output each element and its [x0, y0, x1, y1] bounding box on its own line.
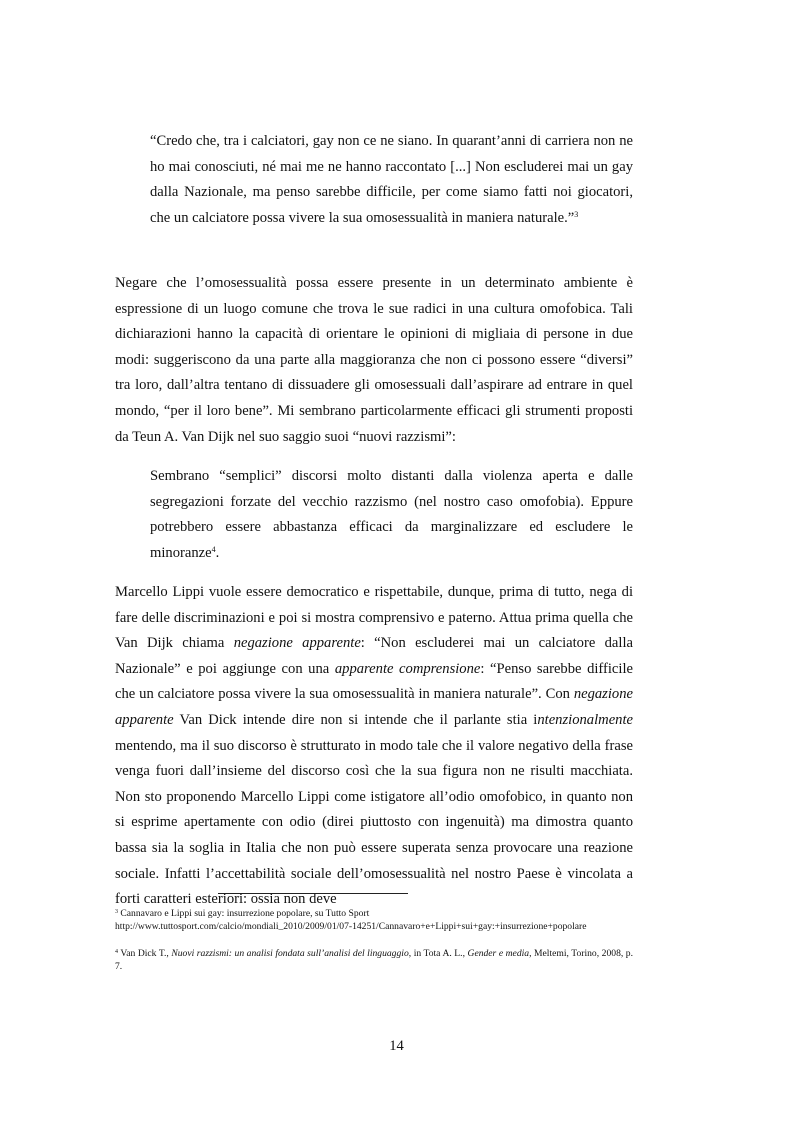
footnote-ref-3[interactable]: 3	[574, 209, 579, 219]
quote-end: .	[215, 544, 220, 561]
footnote-number: 3	[115, 909, 118, 915]
text-run: , in Tota A. L.,	[408, 948, 468, 959]
block-quote-lippi	[150, 129, 633, 231]
footnote-title: Cannavaro e Lippi sui gay: insurrezione popolare, su Tutto Sport	[118, 908, 370, 919]
italic-term: ntenzionalmente	[537, 711, 633, 728]
footnote-url-link[interactable]: http://www.tuttosport.com/calcio/mondiali_2010/2009/01/07-14251/Cannavaro+e+Lippi+sui+gay:+insurrezione+popolare	[115, 921, 587, 932]
body-paragraph-1: Negare che l’omosessualità possa essere presente in un determinato ambiente è espressione di un luogo comune che trova le sue radici in una cultura omofobica. Tali dichiarazioni hanno la capacità di orientare le opinioni di migliaia di persone in due modi: suggeriscono da una parte alla maggioranza che non ci possono essere “diversi” tra loro, dall’altra tentano di dissuadere gli omosessuali dall’aspirare ad entrare in quel mondo, “per il loro bene”. Mi sembrano particolarmente efficaci gli strumenti proposti da Teun A. Van Dijk nel suo saggio suoi “nuovi razzismi”:	[115, 275, 633, 445]
footnote-separator	[218, 893, 408, 894]
text-run: Van Dick T.,	[118, 948, 172, 959]
footnote-number: 4	[115, 949, 118, 955]
text-run: Van Dick intende dire non si intende che il parlante stia i	[173, 711, 538, 728]
page-number: 14	[389, 1038, 404, 1054]
italic-term: negazione apparente	[115, 686, 633, 728]
text-run: : “Non escluderei mai un calciatore dalla Nazionale” e poi aggiunge con una	[115, 635, 633, 677]
footnote-ref-4[interactable]: 4	[211, 544, 216, 554]
italic-term: negazione apparente	[233, 635, 361, 652]
quote-text: “Credo che, tra i calciatori, gay non ce ne siano. In quarant’anni di carriera non ne ho mai conosciuti, né mai me ne hanno raccontato [...] Non escluderei mai un gay dalla Nazionale, ma penso sarebbe difficile, per come siamo fatti noi giocatori, che un calciatore possa vivere la sua omosessualità in maniera naturale.”	[150, 133, 633, 226]
text-run: Marcello Lippi vuole essere democratico e rispettabile, dunque, prima di tutto, nega di fare delle discriminazioni e poi si mostra comprensivo e paterno. Attua prima quella che Van Dijk chiama	[115, 584, 633, 652]
footnote-4	[115, 947, 633, 973]
italic-title: Gender e media	[467, 948, 530, 959]
text-run: mentendo, ma il suo discorso è strutturato in modo tale che il valore negativo della frase venga fuori dall’insieme del discorso così che la sua figura non ne risulti macchiata. Non sto proponendo Marcello Lippi come istigatore all’odio omofobico, in quanto non si esprime apertamente con odio (direi piuttosto con ingenuità) ma dimostra quanto bassa sia la soglia in Italia che non può essere superata senza provocare una reazione sociale. Infatti l’accettabilità sociale dell’omosessualità nel nostro Paese è vincolata a forti caratteri esteriori: ossia non deve	[115, 737, 633, 908]
footnote-3	[115, 907, 633, 933]
italic-term: apparente comprensione	[334, 660, 481, 677]
quote-text: Sembrano “semplici” discorsi molto distanti dalla violenza aperta e dalle segregazioni forzate del vecchio razzismo (nel nostro caso omofobia). Eppure potrebbero essere abbastanza efficaci da marginalizzare ed escludere le minoranze	[150, 468, 633, 561]
italic-title: Nuovi razzismi: un analisi fondata sull’analisi del linguaggio	[171, 948, 409, 959]
text-run: , Meltemi, Torino, 2008, p. 7.	[115, 948, 633, 972]
text-run: : “Penso sarebbe difficile che un calciatore possa vivere la sua omosessualità in maniera naturale”. Con	[115, 660, 634, 703]
block-quote-van-dijk	[150, 464, 633, 566]
body-paragraph-2	[115, 580, 633, 913]
